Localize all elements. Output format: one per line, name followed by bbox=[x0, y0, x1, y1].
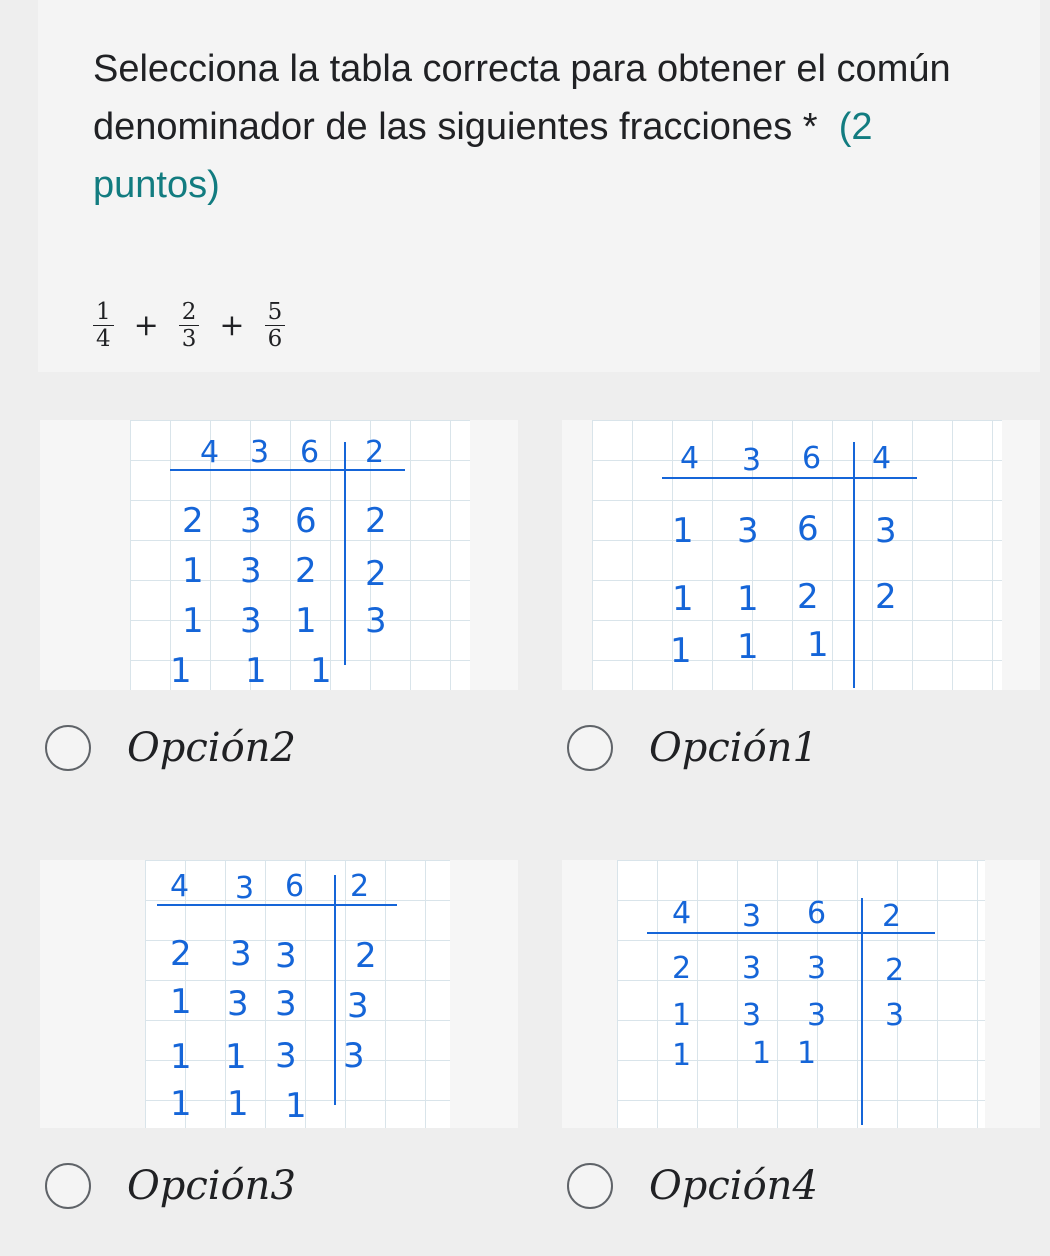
option2-radio[interactable] bbox=[45, 725, 91, 771]
option2-cell: 1 bbox=[245, 651, 267, 690]
option1-label[interactable]: Opción1 bbox=[649, 725, 818, 771]
option4-table bbox=[617, 860, 985, 1128]
option3-cell: 3 bbox=[230, 934, 252, 974]
option1-cell: 3 bbox=[737, 511, 759, 551]
option1-cell: 6 bbox=[797, 509, 819, 549]
option2-cell: 2 bbox=[295, 551, 317, 591]
option1-cell: 3 bbox=[875, 511, 897, 551]
option2-cell: 3 bbox=[240, 601, 262, 641]
option2-image-panel bbox=[40, 420, 518, 690]
option4-cell: 2 bbox=[672, 951, 692, 986]
fraction-numerator: 5 bbox=[265, 299, 286, 326]
question-card bbox=[38, 0, 1040, 372]
points-label: (2 puntos) bbox=[93, 106, 873, 206]
option2-cell: 1 bbox=[182, 601, 204, 641]
option1-choice[interactable] bbox=[567, 718, 818, 778]
option2-cell: 1 bbox=[182, 551, 204, 591]
option2-table bbox=[130, 420, 470, 690]
option1-table-image bbox=[592, 420, 1002, 690]
option2-table-image bbox=[130, 420, 470, 690]
option2-cell: 6 bbox=[295, 501, 317, 541]
option4-cell: 1 bbox=[672, 1038, 692, 1073]
option3-cell: 2 bbox=[355, 936, 377, 976]
option4-cell: 1 bbox=[797, 1036, 817, 1071]
option3-cell: 3 bbox=[347, 986, 369, 1026]
option3-cell: 3 bbox=[275, 984, 297, 1024]
option3-header-cell: 4 bbox=[170, 869, 190, 904]
option1-table bbox=[592, 420, 1002, 690]
option1-header-cell: 3 bbox=[742, 443, 762, 478]
fraction-numerator: 2 bbox=[179, 299, 200, 326]
option1-cell: 1 bbox=[670, 631, 692, 671]
fraction-denominator: 6 bbox=[267, 325, 283, 352]
option4-header-cell: 6 bbox=[807, 896, 827, 931]
plus-sign: + bbox=[219, 307, 245, 343]
option3-cell: 1 bbox=[227, 1084, 249, 1124]
option1-cell: 1 bbox=[737, 627, 759, 667]
option2-header-cell: 6 bbox=[300, 435, 320, 470]
option4-header-cell: 4 bbox=[672, 896, 692, 931]
option4-cell: 1 bbox=[672, 998, 692, 1033]
option3-table bbox=[145, 860, 450, 1128]
option2-header-cell: 2 bbox=[365, 435, 385, 470]
option3-image-panel bbox=[40, 860, 518, 1128]
option1-cell: 1 bbox=[807, 625, 829, 665]
option2-cell: 3 bbox=[240, 501, 262, 541]
option3-header-cell: 3 bbox=[235, 871, 255, 906]
option4-table-image bbox=[617, 860, 985, 1128]
fraction-1 bbox=[93, 299, 114, 352]
option1-cell: 1 bbox=[737, 579, 759, 619]
fraction-expression bbox=[93, 290, 285, 360]
fraction-2 bbox=[179, 299, 200, 352]
option2-header-cell: 3 bbox=[250, 435, 270, 470]
option1-image-panel bbox=[562, 420, 1040, 690]
option2-label[interactable]: Opción2 bbox=[127, 725, 296, 771]
option1-header-cell: 4 bbox=[680, 441, 700, 476]
option3-header-cell: 2 bbox=[350, 869, 370, 904]
option3-cell: 2 bbox=[170, 934, 192, 974]
option4-choice[interactable] bbox=[567, 1156, 818, 1216]
option4-image-panel bbox=[562, 860, 1040, 1128]
option3-cell: 1 bbox=[170, 1037, 192, 1077]
option1-header-cell: 6 bbox=[802, 441, 822, 476]
option2-cell: 1 bbox=[295, 601, 317, 641]
plus-sign: + bbox=[133, 307, 159, 343]
option4-cell: 1 bbox=[752, 1036, 772, 1071]
option1-radio[interactable] bbox=[567, 725, 613, 771]
option4-header-cell: 3 bbox=[742, 899, 762, 934]
option4-cell: 3 bbox=[742, 998, 762, 1033]
option3-header-cell: 6 bbox=[285, 869, 305, 904]
option2-header-cell: 4 bbox=[200, 435, 220, 470]
option4-label[interactable]: Opción4 bbox=[649, 1163, 818, 1209]
option4-cell: 3 bbox=[742, 951, 762, 986]
option3-cell: 3 bbox=[343, 1036, 365, 1076]
option4-cell: 3 bbox=[885, 998, 905, 1033]
option3-cell: 1 bbox=[285, 1086, 307, 1126]
option4-cell: 2 bbox=[885, 953, 905, 988]
option3-cell: 1 bbox=[225, 1037, 247, 1077]
option4-cell: 3 bbox=[807, 998, 827, 1033]
option2-cell: 2 bbox=[365, 554, 387, 594]
option1-cell: 1 bbox=[672, 579, 694, 619]
option3-cell: 3 bbox=[275, 1036, 297, 1076]
option1-header-cell: 4 bbox=[872, 441, 892, 476]
option4-header-cell: 2 bbox=[882, 899, 902, 934]
option3-cell: 1 bbox=[170, 1084, 192, 1124]
question-title bbox=[93, 40, 993, 214]
option1-cell: 2 bbox=[875, 577, 897, 617]
option2-cell: 1 bbox=[170, 651, 192, 690]
option4-cell: 3 bbox=[807, 951, 827, 986]
fraction-3 bbox=[265, 299, 286, 352]
option3-cell: 3 bbox=[227, 984, 249, 1024]
option2-cell: 3 bbox=[240, 551, 262, 591]
question-text: Selecciona la tabla correcta para obtener el común denominador de las siguientes fracciones bbox=[93, 48, 951, 148]
option2-cell: 2 bbox=[365, 501, 387, 541]
option3-cell: 1 bbox=[170, 982, 192, 1022]
option2-cell: 1 bbox=[310, 651, 332, 690]
option3-table-image bbox=[145, 860, 450, 1128]
option2-cell: 3 bbox=[365, 601, 387, 641]
option3-cell: 3 bbox=[275, 936, 297, 976]
option1-cell: 2 bbox=[797, 577, 819, 617]
fraction-numerator: 1 bbox=[93, 299, 114, 326]
option3-label[interactable]: Opción3 bbox=[127, 1163, 296, 1209]
option2-cell: 2 bbox=[182, 501, 204, 541]
option3-radio[interactable] bbox=[45, 1163, 91, 1209]
fraction-denominator: 3 bbox=[181, 325, 197, 352]
option2-choice[interactable] bbox=[45, 718, 296, 778]
fraction-denominator: 4 bbox=[96, 325, 111, 352]
option1-cell: 1 bbox=[672, 511, 694, 551]
option3-choice[interactable] bbox=[45, 1156, 296, 1216]
required-asterisk: * bbox=[802, 106, 818, 148]
option4-radio[interactable] bbox=[567, 1163, 613, 1209]
